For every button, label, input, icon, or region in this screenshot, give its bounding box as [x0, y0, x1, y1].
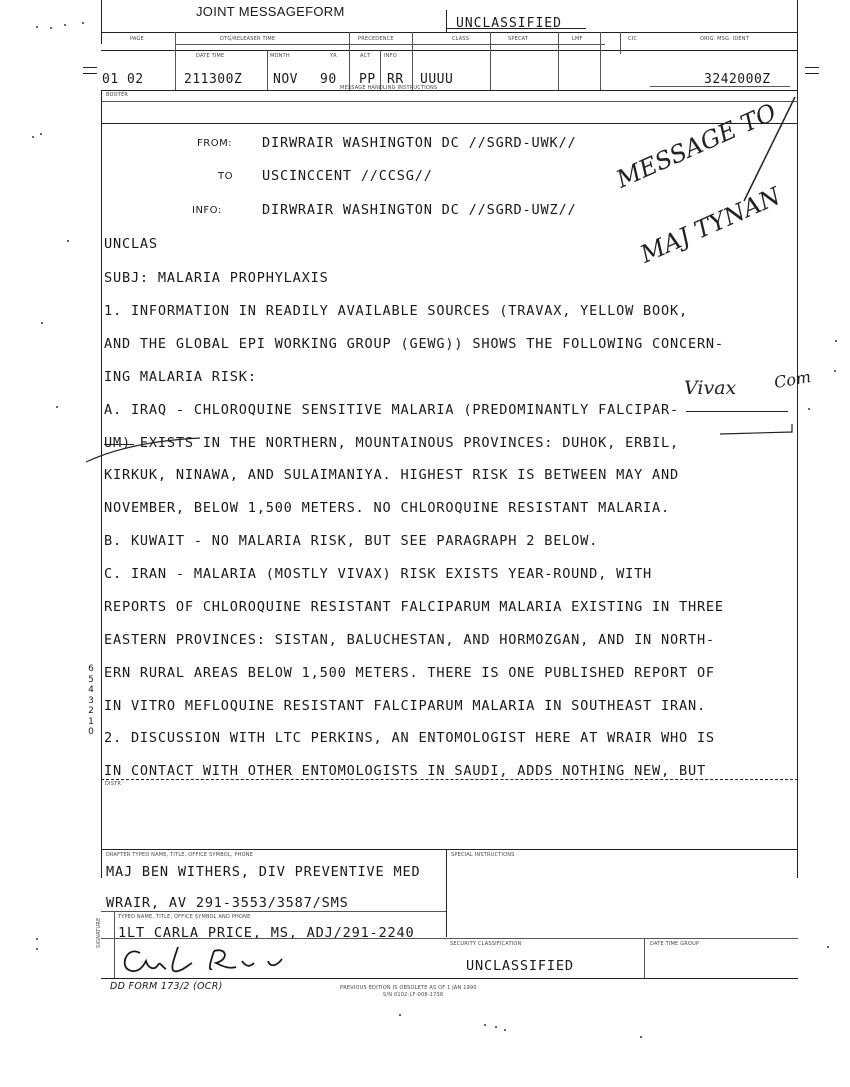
margin-number: 2 [88, 706, 94, 716]
drafter-line2: WRAIR, AV 291-3553/3587/SMS [106, 895, 349, 911]
body-line: ING MALARIA RISK: [104, 369, 257, 385]
body-line: 2. DISCUSSION WITH LTC PERKINS, AN ENTOMOLOGIST HERE AT WRAIR WHO IS [104, 730, 715, 746]
sub-label-yr: YR [330, 53, 337, 59]
date-time-group-label: DATE TIME GROUP [650, 941, 700, 947]
handwritten-com: Com [772, 366, 813, 393]
year-value: 90 [320, 72, 337, 87]
special-instructions-label: SPECIAL INSTRUCTIONS [451, 852, 515, 858]
body-line: NOVEMBER, BELOW 1,500 METERS. NO CHLOROQUINE RESISTANT MALARIA. [104, 500, 670, 516]
header-label-lmf: LMF [572, 36, 583, 42]
margin-number: 4 [88, 685, 94, 695]
classification-top: UNCLASSIFIED [456, 16, 562, 31]
sub-label-info: INFO [384, 53, 397, 59]
sub-label-date-time: DATE TIME [196, 53, 225, 59]
body-line-subject: SUBJ: MALARIA PROPHYLAXIS [104, 270, 329, 286]
orig-msg-ident-value: 3242000Z [704, 72, 771, 87]
body-line: IN VITRO MEFLOQUINE RESISTANT FALCIPARUM MALARIA IN SOUTHEAST IRAN. [104, 698, 706, 714]
body-line: EASTERN PROVINCES: SISTAN, BALUCHESTAN, AND HORMOZGAN, AND IN NORTH- [104, 632, 715, 648]
to-address: USCINCCENT //CCSG// [262, 168, 433, 184]
body-line: A. IRAQ - CHLOROQUINE SENSITIVE MALARIA (PREDOMINANTLY FALCIPAR- [104, 402, 679, 418]
body-line: B. KUWAIT - NO MALARIA RISK, BUT SEE PARAGRAPH 2 BELOW. [104, 533, 599, 549]
booter-label: BOOTER [106, 92, 129, 98]
dtg-value: 211300Z [184, 72, 243, 87]
releaser-name: 1LT CARLA PRICE, MS, ADJ/291-2240 [118, 925, 415, 941]
from-address: DIRWRAIR WASHINGTON DC //SGRD-UWK// [262, 135, 577, 151]
body-line: C. IRAN - MALARIA (MOSTLY VIVAX) RISK EXISTS YEAR-ROUND, WITH [104, 566, 653, 582]
to-label: TO [218, 171, 233, 182]
header-label-page: PAGE [130, 36, 144, 42]
from-label: FROM: [197, 138, 233, 149]
handling-label: MESSAGE HANDLING INSTRUCTIONS [340, 85, 438, 91]
correction-arrow [80, 420, 800, 470]
month-value: NOV [273, 72, 298, 87]
header-label-cic: CIC [628, 36, 638, 42]
body-line: REPORTS OF CHLOROQUINE RESISTANT FALCIPARUM MALARIA EXISTING IN THREE [104, 599, 724, 615]
signature-label: SIGNATURE [96, 917, 102, 948]
margin-number: 1 [88, 716, 94, 727]
distr-label: DISTR [105, 781, 122, 787]
security-classification-label: SECURITY CLASSIFICATION [450, 941, 522, 947]
margin-number: 0 [88, 727, 94, 737]
margin-number: 5 [88, 674, 94, 685]
body-line: KIRKUK, NINAWA, AND SULAIMANIYA. HIGHEST RISK IS BETWEEN MAY AND [104, 467, 679, 483]
header-label-dtg: DTG/RELEASER TIME [220, 36, 276, 42]
form-title: JOINT MESSAGEFORM [196, 4, 345, 19]
margin-number: 6 [88, 664, 94, 674]
body-line: IN CONTACT WITH OTHER ENTOMOLOGISTS IN SAUDI, ADDS NOTHING NEW, BUT [104, 763, 706, 779]
header-label-orig-msg-ident: ORIG. MSG. IDENT [700, 36, 749, 42]
class-value: UUUU [420, 72, 454, 87]
info-label: INFO: [192, 205, 222, 216]
sub-label-act: ACT [360, 53, 371, 59]
form-number: DD FORM 173/2 (OCR) [110, 981, 223, 992]
edition-note: PREVIOUS EDITION IS OBSOLETE AS OF 1 JAN 1990 [340, 985, 477, 991]
margin-line-numbers [86, 664, 96, 738]
body-line: ERN RURAL AREAS BELOW 1,500 METERS. THERE IS ONE PUBLISHED REPORT OF [104, 665, 715, 681]
handwritten-note-line2: MAJ TYNAN [636, 181, 785, 269]
releaser-label: TYPED NAME, TITLE, OFFICE SYMBOL AND PHONE [118, 914, 251, 920]
strikethrough-falcipar [686, 411, 788, 412]
body-line: UM) EXISTS IN THE NORTHERN, MOUNTAINOUS PROVINCES: DUHOK, ERBIL, [104, 435, 679, 451]
classification-bottom: UNCLASSIFIED [466, 958, 574, 974]
signature [118, 941, 318, 981]
header-label-specat: SPECAT [508, 36, 529, 42]
header-label-precedence: PRECEDENCE [358, 36, 394, 42]
drafter-label: DRAFTER TYPED NAME, TITLE, OFFICE SYMBOL, PHONE [106, 852, 254, 858]
page-number: 01 02 [102, 72, 144, 87]
body-line: AND THE GLOBAL EPI WORKING GROUP (GEWG)) SHOWS THE FOLLOWING CONCERN- [104, 336, 724, 352]
body-line: 1. INFORMATION IN READILY AVAILABLE SOURCES (TRAVAX, YELLOW BOOK, [104, 303, 688, 319]
handwritten-slash [740, 95, 800, 205]
header-label-class: CLASS [452, 36, 470, 42]
body-line-unclas: UNCLAS [104, 236, 158, 252]
handwritten-note-line1: MESSAGE TO [612, 98, 781, 194]
precedence-act: PP [359, 72, 376, 87]
info-address: DIRWRAIR WASHINGTON DC //SGRD-UWZ// [262, 202, 577, 218]
precedence-info: RR [387, 72, 404, 87]
handwritten-vivax: Vivax [684, 377, 737, 399]
stock-number: S/N 0102-LF-008-1738 [383, 992, 444, 998]
drafter-line1: MAJ BEN WITHERS, DIV PREVENTIVE MED [106, 864, 421, 880]
sub-label-month: MONTH [270, 53, 290, 59]
margin-number: 3 [88, 695, 94, 706]
